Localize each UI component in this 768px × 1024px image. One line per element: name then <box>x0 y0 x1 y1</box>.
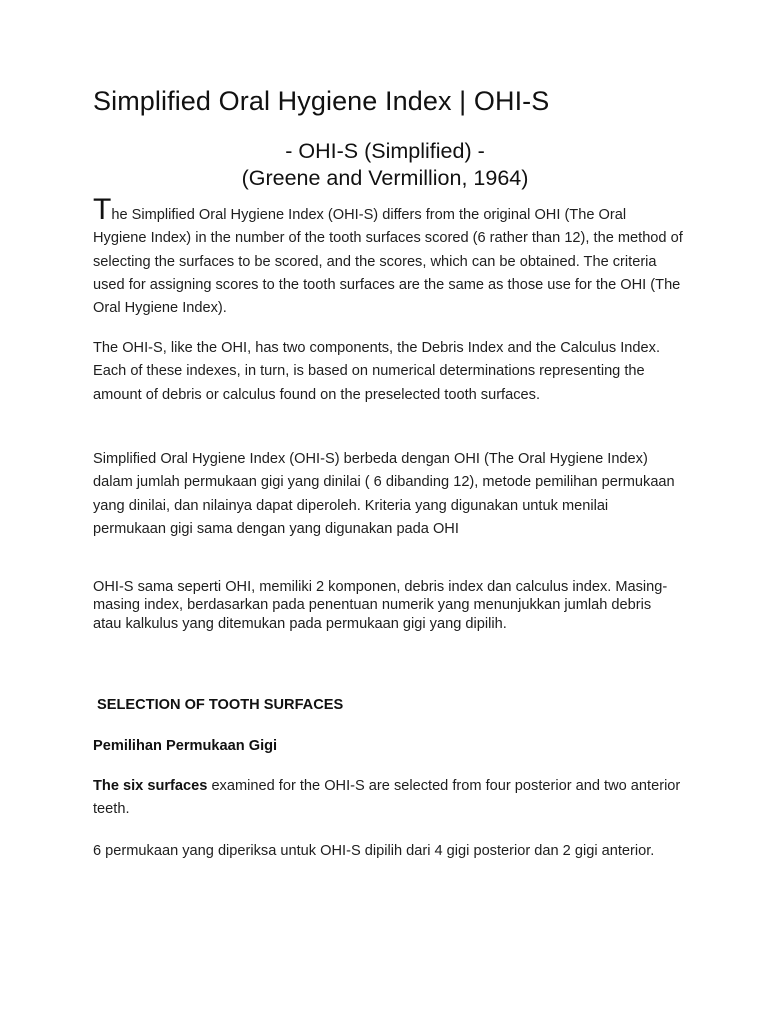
section-heading-pemilihan: Pemilihan Permukaan Gigi <box>93 738 278 754</box>
subtitle-line-1: - OHI-S (Simplified) - <box>285 139 485 163</box>
intro-paragraph-text: he Simplified Oral Hygiene Index (OHI-S) differs from the original OHI (The Oral Hygiene Index) in the number of the tooth surfaces scored (6 rather than 12), the method of selecting the surfaces to be scored, and the scores, which can be obtained. The criteria used for assigning scores to the tooth surfaces are the same as those use for the OHI (The Oral Hygiene Index). <box>93 207 683 317</box>
drop-cap: T <box>93 193 112 226</box>
six-surfaces-paragraph-en <box>93 775 683 822</box>
six-surfaces-paragraph-id: 6 permukaan yang diperiksa untuk OHI-S dipilih dari 4 gigi posterior dan 2 gigi anterior. <box>93 843 655 859</box>
section-heading-selection: SELECTION OF TOOTH SURFACES <box>97 697 344 713</box>
page-title: Simplified Oral Hygiene Index | OHI-S <box>93 86 550 116</box>
six-surfaces-text: examined for the OHI-S are selected from four posterior and two anterior teeth. <box>93 778 681 818</box>
components-paragraph-id: OHI-S sama seperti OHI, memiliki 2 komponen, debris index dan calculus index. Masing-masing index, berdasarkan pada penentuan numerik yang menunjukkan jumlah debris atau kalkulus yang ditemukan pada permukaan gigi yang dipilih. <box>93 579 668 632</box>
six-surfaces-bold-text: The six surfaces <box>93 778 208 794</box>
subtitle-line-2: (Greene and Vermillion, 1964) <box>241 166 529 190</box>
intro-paragraph-en <box>93 193 683 320</box>
intro-paragraph-id: Simplified Oral Hygiene Index (OHI-S) berbeda dengan OHI (The Oral Hygiene Index) dalam jumlah permukaan gigi yang dinilai ( 6 dibanding 12), metode pemilihan permukaan yang dinilai, dan nilainya dapat diperoleh. Kriteria yang digunakan untuk menilai permukaan gigi sama dengan yang digunakan pada OHI <box>93 451 675 537</box>
components-paragraph-en: The OHI-S, like the OHI, has two components, the Debris Index and the Calculus Index. Each of these indexes, in turn, is based on numerical determinations representing the amount of debris or calculus found on the preselected tooth surfaces. <box>93 340 661 403</box>
